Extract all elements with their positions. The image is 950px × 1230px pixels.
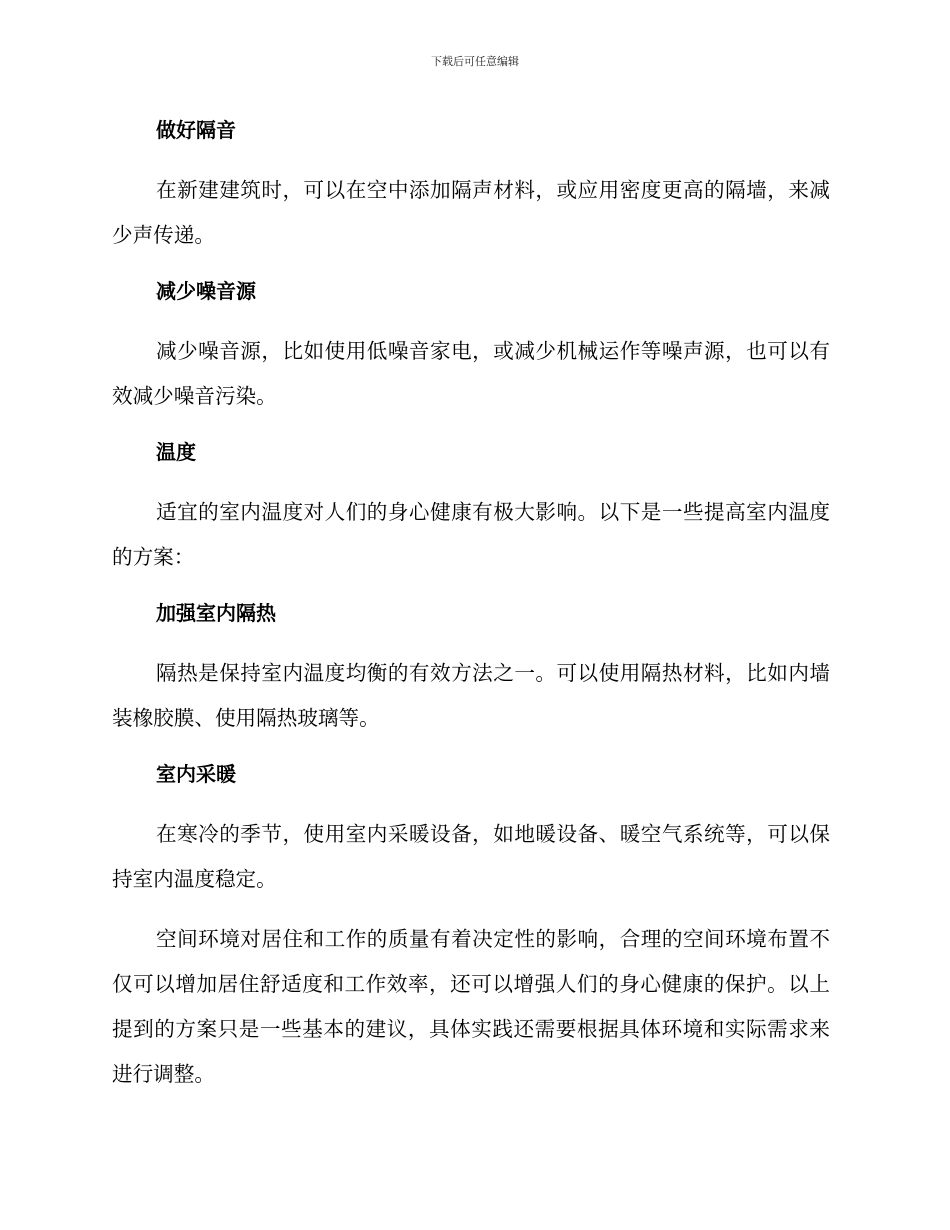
section-paragraph-heating: 在寒冷的季节，使用室内采暖设备，如地暖设备、暖空气系统等，可以保持室内温度稳定。	[112, 822, 830, 891]
section-paragraph-noise-source: 减少噪音源，比如使用低噪音家电，或减少机械运作等噪声源，也可以有效减少噪音污染。	[112, 339, 830, 408]
section-paragraph-insulation: 隔热是保持室内温度均衡的有效方法之一。可以使用隔热材料，比如内墙装橡胶膜、使用隔热玻璃等。	[112, 661, 830, 730]
conclusion-paragraph: 空间环境对居住和工作的质量有着决定性的影响，合理的空间环境布置不仅可以增加居住舒适度和工作效率，还可以增强人们的身心健康的保护。以上提到的方案只是一些基本的建议，具体实践还需要根据具体环境和实际需求来进行调整。	[112, 927, 830, 1086]
section-paragraph-soundproofing: 在新建建筑时，可以在空中添加隔声材料，或应用密度更高的隔墙，来减少声传递。	[112, 178, 830, 247]
page-header: 下载后可任意编辑	[431, 55, 519, 68]
section-heading-soundproofing: 做好隔音	[156, 118, 236, 142]
section-heading-heating: 室内采暖	[156, 762, 236, 786]
document-body	[112, 112, 830, 1097]
section-heading-noise-source: 减少噪音源	[156, 279, 256, 303]
section-paragraph-temperature: 适宜的室内温度对人们的身心健康有极大影响。以下是一些提高室内温度的方案：	[112, 500, 830, 569]
section-heading-insulation: 加强室内隔热	[156, 601, 276, 625]
section-heading-temperature: 温度	[156, 440, 196, 464]
